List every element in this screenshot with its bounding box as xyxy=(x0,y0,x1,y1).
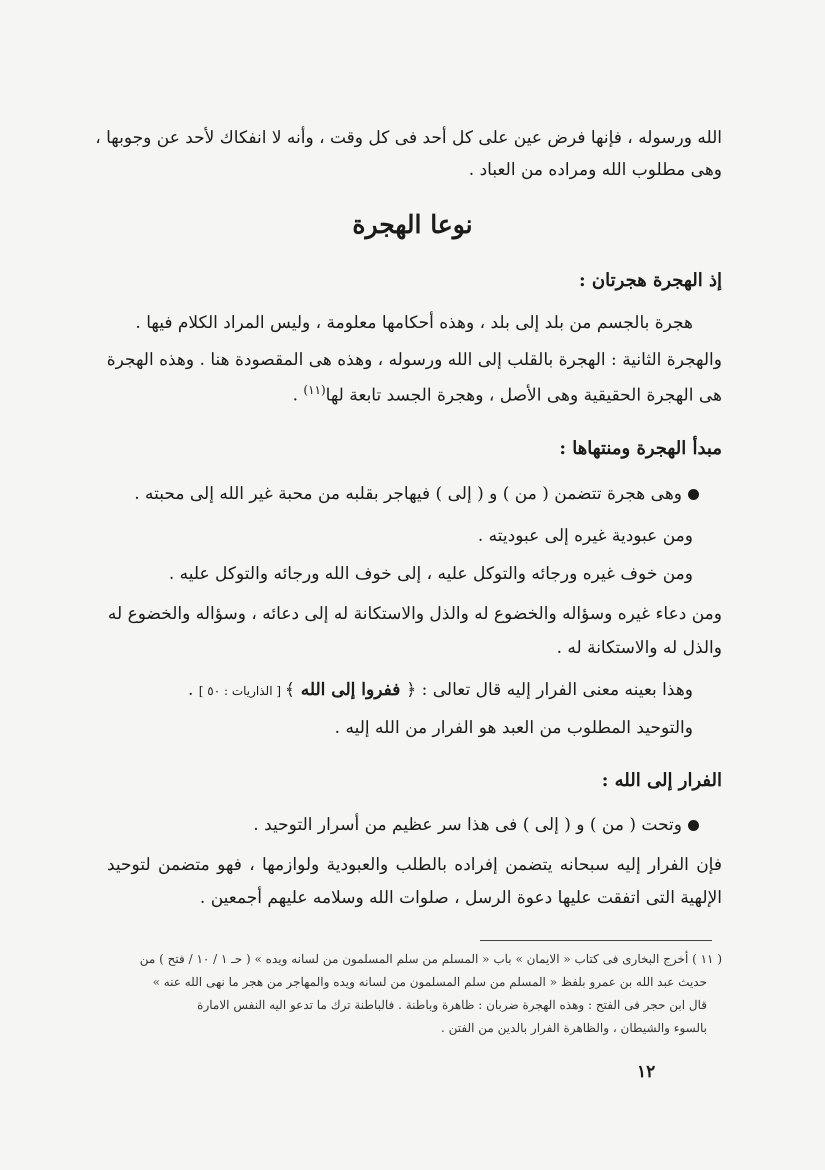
section2-heading: مبدأ الهجرة ومنتهاها : xyxy=(559,438,722,459)
page-number: ١٢ xyxy=(637,1062,656,1082)
section2-bullet-1 xyxy=(134,486,699,503)
section1-paragraph-2-text: هى الهجرة الحقيقية وهى الأصل ، وهجرة الجسد تابعة لها xyxy=(325,385,722,406)
footnote-line-2: حديث عبد الله بن عمرو بلفظ « المسلم من سلم المسلمون من لسانه ويده والمهاجر من هجر ما نهى الله عنه » xyxy=(152,975,707,989)
footnote-line-1: ( ١١ ) أخرج البخارى فى كتاب « الايمان » باب « المسلم من سلم المسلمون من لسانه ويده » ( حـ ١ / ١٠ / فتح ) من xyxy=(139,952,722,966)
section1-paragraph-2-end: . xyxy=(292,385,304,406)
verse-reference: [ الذاريات : ٥٠ ] xyxy=(198,684,285,698)
section2-line-5-end: . xyxy=(187,680,199,700)
section1-paragraph-2-line-1: والهجرة الثانية : الهجرة بالقلب إلى الله ورسوله ، وهذه هى المقصودة هنا . وهذه الهجرة xyxy=(106,350,722,370)
section1-paragraph-1: هجرة بالجسم من بلد إلى بلد ، وهذه أحكامها معلومة ، وليس المراد الكلام فيها . xyxy=(135,313,693,333)
footnote-reference: (١١) xyxy=(303,383,326,397)
section3-bullet-1 xyxy=(253,817,699,834)
verse-close-bracket: ﴾ xyxy=(284,680,295,700)
section2-bullet-1-text: وهى هجرة تتضمن ( من ) و ( إلى ) فيهاجر بقلبه من محبة غير الله إلى محبته . xyxy=(134,484,682,504)
section-title: نوعا الهجرة xyxy=(352,210,473,239)
section1-paragraph-2-line-2 xyxy=(293,384,722,405)
section3-paragraph-line-1: فإن الفرار إليه سبحانه يتضمن إفراده بالطلب والعبودية ولوازمها ، فهو متضمن لتوحيد xyxy=(107,855,722,875)
footnote-line-4: بالسوء والشيطان ، والظاهرة الفرار بالدين من الفتن . xyxy=(441,1021,707,1035)
section1-heading: إذ الهجرة هجرتان : xyxy=(579,270,722,291)
section2-line-5-text: وهذا بعينه معنى الفرار إليه قال تعالى : ﴿ xyxy=(406,680,693,700)
section2-line-4-continued: والذل له والاستكانة له . xyxy=(556,638,722,658)
section2-line-3: ومن خوف غيره ورجائه والتوكل عليه ، إلى خوف الله ورجائه والتوكل عليه . xyxy=(168,564,693,584)
section2-line-5 xyxy=(188,682,693,699)
footnote-divider xyxy=(480,940,712,941)
section2-line-2: ومن عبودية غيره إلى عبوديته . xyxy=(477,526,693,546)
section3-paragraph-line-2: الإلهية التى اتفقت عليها دعوة الرسل ، صلوات الله وسلامه عليهم أجمعين . xyxy=(199,888,722,908)
bullet-icon xyxy=(688,489,699,500)
quran-verse: ففروا إلى الله xyxy=(294,680,407,700)
bullet-icon xyxy=(688,820,699,831)
section2-line-6: والتوحيد المطلوب من العبد هو الفرار من الله إليه . xyxy=(334,718,693,738)
section3-heading: الفرار إلى الله : xyxy=(601,770,722,791)
intro-line-1: الله ورسوله ، فإنها فرض عين على كل أحد فى كل وقت ، وأنه لا انفكاك لأحد عن وجوبها ، xyxy=(95,128,722,148)
section3-bullet-1-text: وتحت ( من ) و ( إلى ) فى هذا سر عظيم من أسرار التوحيد . xyxy=(253,815,682,835)
section2-line-4: ومن دعاء غيره وسؤاله والخضوع له والذل والاستكانة له إلى دعائه ، وسؤاله والخضوع له xyxy=(107,604,722,624)
intro-line-2: وهى مطلوب الله ومراده من العباد . xyxy=(468,160,722,180)
footnote-line-3: قال ابن حجر فى الفتح : وهذه الهجرة ضربان : ظاهرة وباطنة . فالباطنة ترك ما تدعو اليه النفس الامارة xyxy=(197,998,707,1012)
